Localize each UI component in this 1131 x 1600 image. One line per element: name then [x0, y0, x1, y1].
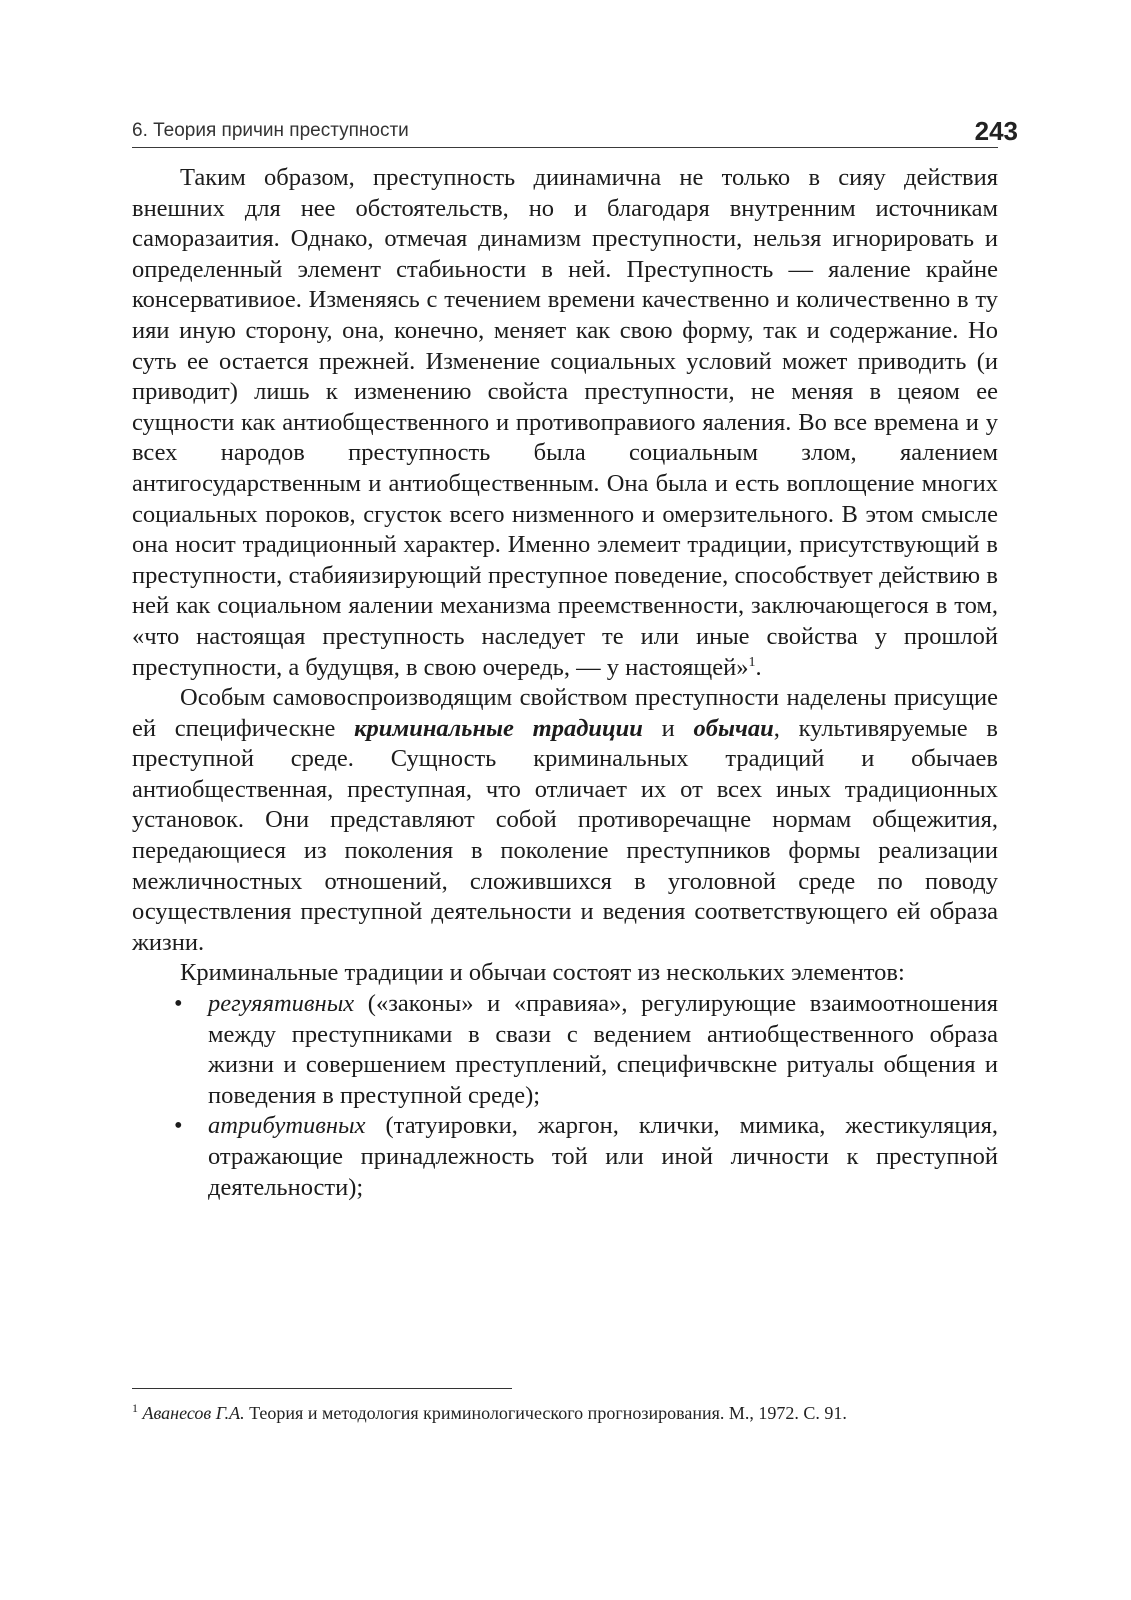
footnote-author: Аванесов Г.А.	[142, 1403, 245, 1423]
footnote-mark: 1	[132, 1401, 138, 1415]
footnote-divider	[132, 1388, 512, 1389]
paragraph-2-after: , культивяруемые в преступной среде. Сущность криминальных традиций и обычаев антиобщественная, преступная, что отличает их от всех иных традиционных установок. Они представляют собой противоречащне нормам общежития, передающиеся из поколения в поколение преступников формы реализации межличностных отношений, сложившихся в уголовной среде по поводу осуществления преступной деятельности и ведения соответствующего ей образа жизни.	[132, 714, 998, 956]
paragraph-2-mid: и	[642, 714, 694, 742]
list-item-text: («законы» и «правияа», регулирующие взаимоотношения между преступниками в свази с ведением антиобщественного образа жизни и совершением преступлений, специфичвскне ритуалы общения и поведения в преступной среде);	[208, 990, 998, 1109]
list-item-text: (татуировки, жаргон, клички, мимика, жестикуляция, отражающие принадлежность той или иной личности к преступной деятельности);	[208, 1112, 998, 1201]
paragraph-3: Криминальные традиции и обычаи состоят из нескольких элементов:	[180, 959, 905, 987]
footnote-reference[interactable]: 1	[748, 654, 756, 670]
footnote-text: Теория и методология криминологического прогнозирования. М., 1972. С. 91.	[244, 1403, 847, 1423]
paragraph-2-before: Особым самовоспроизводящим свойством преступности наделены присущие ей специфическне	[132, 684, 998, 742]
term-customs: обычаи	[693, 714, 774, 742]
bullet-icon: •	[174, 990, 183, 1018]
paragraph-2	[132, 683, 998, 958]
list-item-term: регуяятивных	[208, 990, 355, 1018]
list-item-term: атрибутивных	[208, 1112, 366, 1140]
paragraph-1-tail: .	[755, 653, 762, 681]
elements-list	[132, 989, 998, 1203]
section-title: 6. Теория причин преступности	[132, 120, 409, 141]
footnote	[132, 1400, 998, 1426]
body-text	[132, 163, 998, 1203]
page-number: 243	[974, 116, 1018, 146]
term-criminal-traditions: криминальные традиции	[354, 714, 643, 742]
book-page	[132, 108, 1018, 1203]
running-head	[132, 108, 1018, 148]
bullet-icon: •	[174, 1112, 183, 1140]
list-item	[132, 1111, 998, 1203]
paragraph-1-text: Таким образом, преступность диинамична не только в сияу действия внешних для нее обстоятельств, но и благодаря внутренним источникам саморазаития. Однако, отмечая динамизм преступности, нельзя игнорировать и определенный элемент стабиьности в ней. Преступность — яаление крайне консервативиое. Изменяясь с течением времени качественно и количественно в ту ияи иную сторону, она, конечно, меняет как свою форму, так и содержание. Но суть ее остается прежней. Изменение социальных условий может приводить (и приводит) лишь к изменению свойста преступности, не меняя в цеяом ее сущности как антиобщественного и противоправиого яаления. Во все времена и у всех народов преступность была социальным злом, яалением антигосударственным и антиобщественным. Она была и есть воплощение многих социальных пороков, сгусток всего низменного и омерзительного. В этом смысле она носит традиционный характер. Именно элемеит традиции, присутствующий в преступности, стабияизирующий преступное поведение, способствует действию в ней как социальном яалении механизма преемственности, заключающегося в том, «что настоящая преступность наследует те или иные свойства у прошлой преступности, а будущвя, в свою очередь, — у настоящей»	[132, 164, 998, 681]
list-item	[132, 989, 998, 1111]
paragraph-1	[132, 163, 998, 683]
